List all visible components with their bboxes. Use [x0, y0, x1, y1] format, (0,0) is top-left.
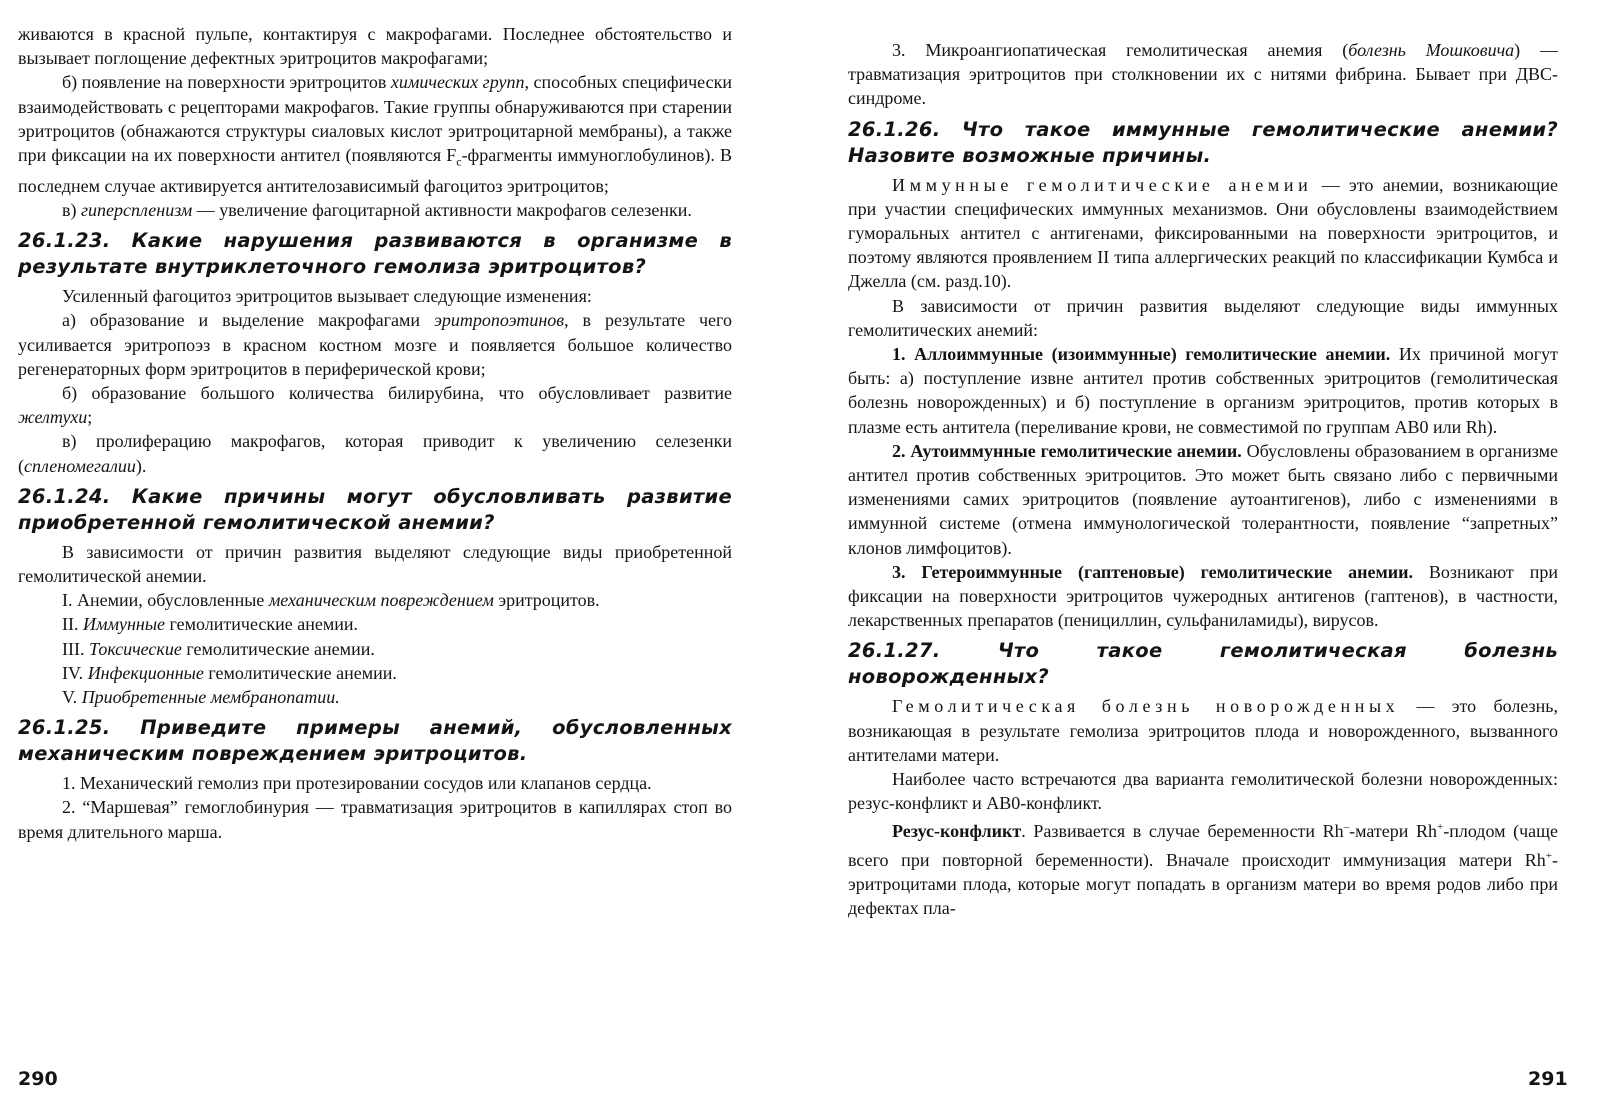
paragraph: В зависимости от причин развития выделяют следующие виды иммунных гемолитических анемий: — [848, 295, 1558, 340]
italic-term: эритропоэтинов — [433, 310, 565, 331]
paragraph — [18, 198, 732, 222]
superscript: – — [1343, 821, 1350, 834]
list-item — [18, 588, 732, 612]
text: -плодом (чаще всего при повторной беременности). Вначале происходит иммунизация матери Rh — [848, 821, 1559, 870]
text: а) образование и выделение макрофагами — [62, 310, 434, 331]
text: в) пролиферацию макрофагов, которая приводит к увеличению селезенки ( — [18, 431, 732, 476]
text: Их причиной могут быть: а) поступление извне антител против собственных эритроцитов (гемолитическая болезнь новорожденных) и б) поступление в организм эритроцитов, против которых в плазме есть антитела (переливание крови, не совместимой по группам АВ0 или Rh). — [848, 344, 1558, 437]
section-heading: 26.1.26. Что такое иммунные гемолитические анемии? Назовите возможные причины. — [848, 117, 1558, 167]
list-item — [18, 612, 732, 636]
bold-term: Резус-конфликт — [892, 821, 1022, 842]
text: , способных специфически взаимодействовать с рецепторами макрофагов. Такие группы обнаруживаются при старении эритроцитов (обнажаются структуры сиаловых кислот эритроцитарной мембраны), а также при фиксации на их поверхности антител (появляются F — [18, 72, 732, 166]
text: -матери Rh — [1349, 821, 1437, 842]
paragraph — [848, 342, 1558, 439]
italic-term: механическим повреждением — [268, 590, 494, 611]
italic-term: Иммунные — [83, 614, 166, 635]
text: гемолитические анемии. — [203, 662, 397, 683]
paragraph — [18, 429, 732, 477]
italic-term: Токсические — [88, 638, 182, 659]
text: эритроцитов. — [493, 590, 600, 611]
text: Обусловлены образованием в организме антител против собственных эритроцитов. Это может быть связано либо с первичными изменениями самих эритроцитов (появление аутоантигенов), либо с изменениями в иммунной системе (отмена иммунологической толерантности, появление “запретных” клонов лимфоцитов). — [848, 440, 1558, 558]
text: в) — [62, 200, 81, 221]
italic-term: желтухи — [18, 407, 88, 428]
italic-term: спленомегалии — [24, 455, 136, 476]
paragraph — [848, 173, 1558, 294]
paragraph — [18, 381, 732, 429]
paragraph: Усиленный фагоцитоз эритроцитов вызывает следующие изменения: — [62, 286, 592, 307]
section-heading: 26.1.23. Какие нарушения развиваются в организме в результате внутриклеточного гемолиза эритроцитов? — [18, 229, 732, 279]
paragraph — [848, 694, 1558, 767]
text: б) появление на поверхности эритроцитов — [62, 72, 391, 93]
text: IV. — [62, 662, 88, 683]
text: -фрагменты иммуноглобулинов). В последнем случае активируется антителозависимый фагоцитоз эритроцитов; — [18, 145, 732, 196]
paragraph: 2. “Маршевая” гемоглобинурия — травматизация эритроцитов в капиллярах стоп во время длительного марша. — [18, 797, 732, 842]
bold-term: 2. Аутоиммунные гемолитические анемии. — [892, 440, 1242, 461]
section-heading: 26.1.27. Что такое гемолитическая болезнь новорожденных? — [848, 639, 1558, 689]
list-item — [18, 661, 732, 685]
italic-term: Инфекционные — [87, 662, 204, 683]
text: — это анемии, возникающие при участии специфических иммунных механизмов. Они обусловлены взаимодействием гуморальных антител с антигенами, фиксированными на поверхности эритроцитов, и поэтому являются проявлением II типа аллергических реакций по классификации Кумбса и Джелла (см. разд.10). — [848, 174, 1558, 292]
text: Возникают при фиксации на поверхности эритроцитов чужеродных антигенов (гаптенов), в частности, лекарственных препаратов (пенициллин, сульфаниламиды), вирусов. — [848, 561, 1558, 631]
paragraph: живаются в красной пульпе, контактируя с макрофагами. Последнее обстоятельство и вызывает поглощение дефектных эритроцитов макрофагами; — [18, 24, 732, 69]
text: II. — [62, 614, 83, 635]
italic-term: гиперспленизм — [81, 200, 193, 221]
text: — это болезнь, возникающая в результате гемолиза эритроцитов плода и новорожденного, вызванного антителами матери. — [848, 696, 1559, 765]
list-item — [18, 685, 732, 709]
text: гемолитические анемии. — [181, 638, 375, 659]
text: . Развивается в случае беременности Rh — [1021, 821, 1344, 842]
bold-term: 1. Аллоиммунные (изоиммунные) гемолитические анемии. — [892, 344, 1391, 365]
right-page — [848, 38, 1558, 920]
paragraph: Наиболее часто встречаются два варианта гемолитической болезни новорожденных: резус-конфликт и АВ0-конфликт. — [848, 769, 1558, 814]
text: I. Анемии, обусловленные — [62, 590, 269, 611]
superscript: + — [1437, 821, 1444, 834]
paragraph: 1. Механический гемолиз при протезировании сосудов или клапанов сердца. — [62, 773, 652, 794]
left-page — [18, 22, 732, 844]
bold-term: 3. Гетероиммунные (гаптеновые) гемолитические анемии. — [892, 561, 1413, 582]
text: ; — [87, 407, 93, 428]
paragraph — [848, 439, 1558, 560]
text: гемолитические анемии. — [165, 614, 359, 635]
section-heading: 26.1.25. Приведите примеры анемий, обусловленных механическим повреждением эритроцитов. — [18, 716, 732, 766]
paragraph — [848, 560, 1558, 633]
text: , в результате чего усиливается эритропоэз в красном костном мозге и появляется большое количество регенераторных форм эритроцитов в периферической крови; — [18, 310, 732, 379]
spaced-term: Иммунные гемолитические анемии — [892, 174, 1313, 195]
paragraph — [848, 815, 1558, 920]
text: — увеличение фагоцитарной активности макрофагов селезенки. — [192, 200, 692, 221]
paragraph: В зависимости от причин развития выделяют следующие виды приобретенной гемолитической анемии. — [18, 541, 732, 587]
list-item — [18, 637, 732, 661]
text: б) образование большого количества билирубина, что обусловливает развитие — [62, 383, 732, 404]
paragraph — [18, 70, 732, 198]
text: V. — [62, 687, 82, 708]
paragraph — [848, 38, 1558, 111]
subscript: c — [456, 154, 462, 169]
text: III. — [62, 638, 89, 659]
page-number: 291 — [1528, 1068, 1568, 1090]
spaced-term: Гемолитическая болезнь новорожденных — [892, 696, 1400, 717]
superscript: + — [1545, 849, 1552, 862]
text: ). — [135, 455, 147, 476]
italic-term: Приобретенные мембранопатии. — [81, 687, 340, 708]
text: 3. Микроангиопатическая гемолитическая анемия ( — [892, 40, 1349, 60]
italic-term: болезнь Мошковича — [1348, 40, 1515, 60]
paragraph — [18, 308, 732, 381]
section-heading: 26.1.24. Какие причины могут обусловливать развитие приобретенной гемолитической анемии? — [18, 484, 732, 534]
italic-term: химических групп — [390, 72, 525, 93]
text: ) — травматизация эритроцитов при столкновении их с нитями фибрина. Бывает при ДВС-синдроме. — [848, 40, 1559, 109]
text: -эритроцитами плода, которые могут попадать в организм матери во время родов либо при дефектах пла- — [848, 849, 1558, 919]
page-number: 290 — [18, 1068, 58, 1090]
